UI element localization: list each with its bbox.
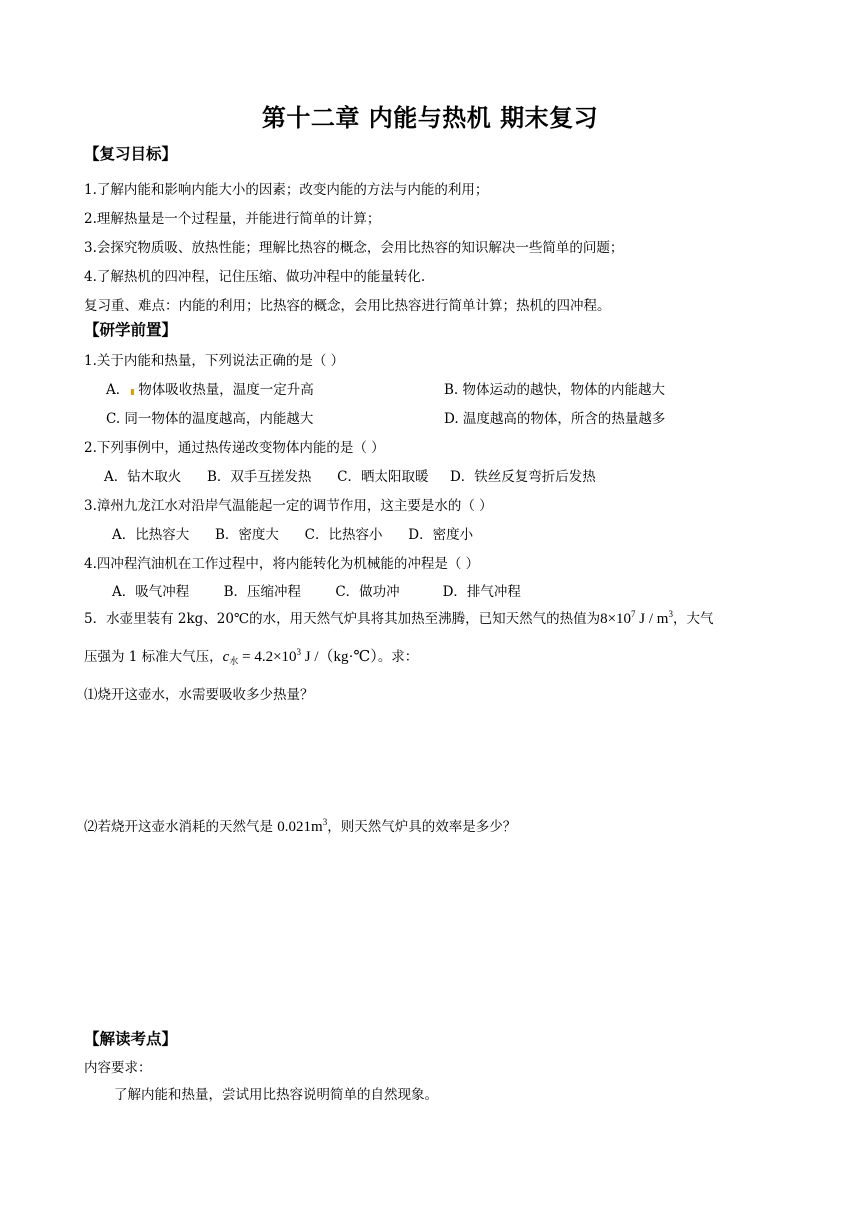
question-5-line-1 [84,607,713,628]
question-3-stem: 3.漳州九龙江水对沿岸气温能起一定的调节作用，这主要是水的（ ） [84,498,493,514]
question-2-stem: 2.下列事例中，通过热传递改变物体内能的是（ ） [84,440,385,456]
specific-heat-formula [223,649,378,665]
option-a-text: 物体吸收热量，温度一定升高 [138,382,314,398]
question-4-stem: 4.四冲程汽油机在工作过程中，将内能转化为机械能的冲程是（ ） [84,556,480,572]
goal-3: 3.会探究物质吸、放热性能；理解比热容的概念，会用比热容的知识解决一些简单的问题； [84,240,624,256]
question-5-line-2 [84,645,418,667]
section-exam-points: 【解读考点】 [84,1030,178,1048]
heat-value-exponent: 7 [631,609,636,619]
section-preview: 【研学前置】 [84,321,178,339]
gas-volume-exponent: 3 [322,817,328,827]
key-points: 复习重、难点：内能的利用；比热容的概念，会用比热容进行简单计算；热机的四冲程。 [84,298,611,314]
question-1-option-a [106,378,314,398]
question-4-options: A．吸气冲程 B．压缩冲程 C．做功冲 D．排气冲程 [112,584,521,600]
specific-heat-subscript: 水 [229,656,239,666]
goal-2: 2.理解热量是一个过程量，并能进行简单的计算； [84,211,381,227]
q5-part2-prefix: ⑵若烧开这壶水消耗的天然气是 [84,819,278,835]
heat-value-formula [600,611,673,627]
question-5-part-1: ⑴烧开这壶水，水需要吸收多少热量？ [84,687,314,703]
heat-unit-exponent: 3 [668,609,673,619]
q5-line1-prefix: 5．水壶里装有 2kg、20℃的水，用天然气炉具将其加热至沸腾，已知天然气的热值为 [84,611,601,627]
question-5-part-2 [84,815,516,836]
specific-heat-value: = 4.2×10 [238,649,297,665]
q5-line1-suffix: ，大气 [672,611,714,627]
q5-line2-prefix: 压强为 1 标准大气压， [84,649,223,665]
question-1-option-d: D. 温度越高的物体，所含的热量越多 [444,411,666,427]
marker-icon [131,389,134,395]
specific-heat-symbol: c [222,649,230,665]
q5-part2-suffix: ，则天然气炉具的效率是多少？ [327,819,517,835]
goal-1: 1.了解内能和影响内能大小的因素；改变内能的方法与内能的利用； [84,182,489,198]
specific-heat-unit: J /（kg·℃） [301,649,378,665]
heat-value: 8×10 [600,611,632,627]
specific-heat-exponent: 3 [296,647,302,657]
goal-4: 4.了解热机的四冲程，记住压缩、做功冲程中的能量转化. [84,269,426,285]
gas-volume-value: 0.021m [277,819,323,835]
content-requirement-text: 了解内能和热量，尝试用比热容说明简单的自然现象。 [114,1087,438,1103]
question-1-option-b: B. 物体运动的越快，物体的内能越大 [444,382,666,398]
question-1-option-c: C. 同一物体的温度越高，内能越大 [106,411,314,427]
content-requirement-label: 内容要求： [84,1060,152,1076]
question-3-options: A．比热容大 B．密度大 C．比热容小 D．密度小 [112,527,474,543]
option-a-letter: A． [106,382,130,398]
heat-value-unit: J / m [635,611,669,627]
section-review-goals: 【复习目标】 [84,145,178,163]
page-title: 第十二章 内能与热机 期末复习 [261,104,599,132]
q5-line2-suffix: 。求： [377,649,419,665]
gas-volume-formula [277,819,327,835]
question-1-stem: 1.关于内能和热量，下列说法正确的是（ ） [84,353,345,369]
question-2-options: A．钻木取火 B．双手互搓发热 C．晒太阳取暖 D．铁丝反复弯折后发热 [104,469,596,485]
